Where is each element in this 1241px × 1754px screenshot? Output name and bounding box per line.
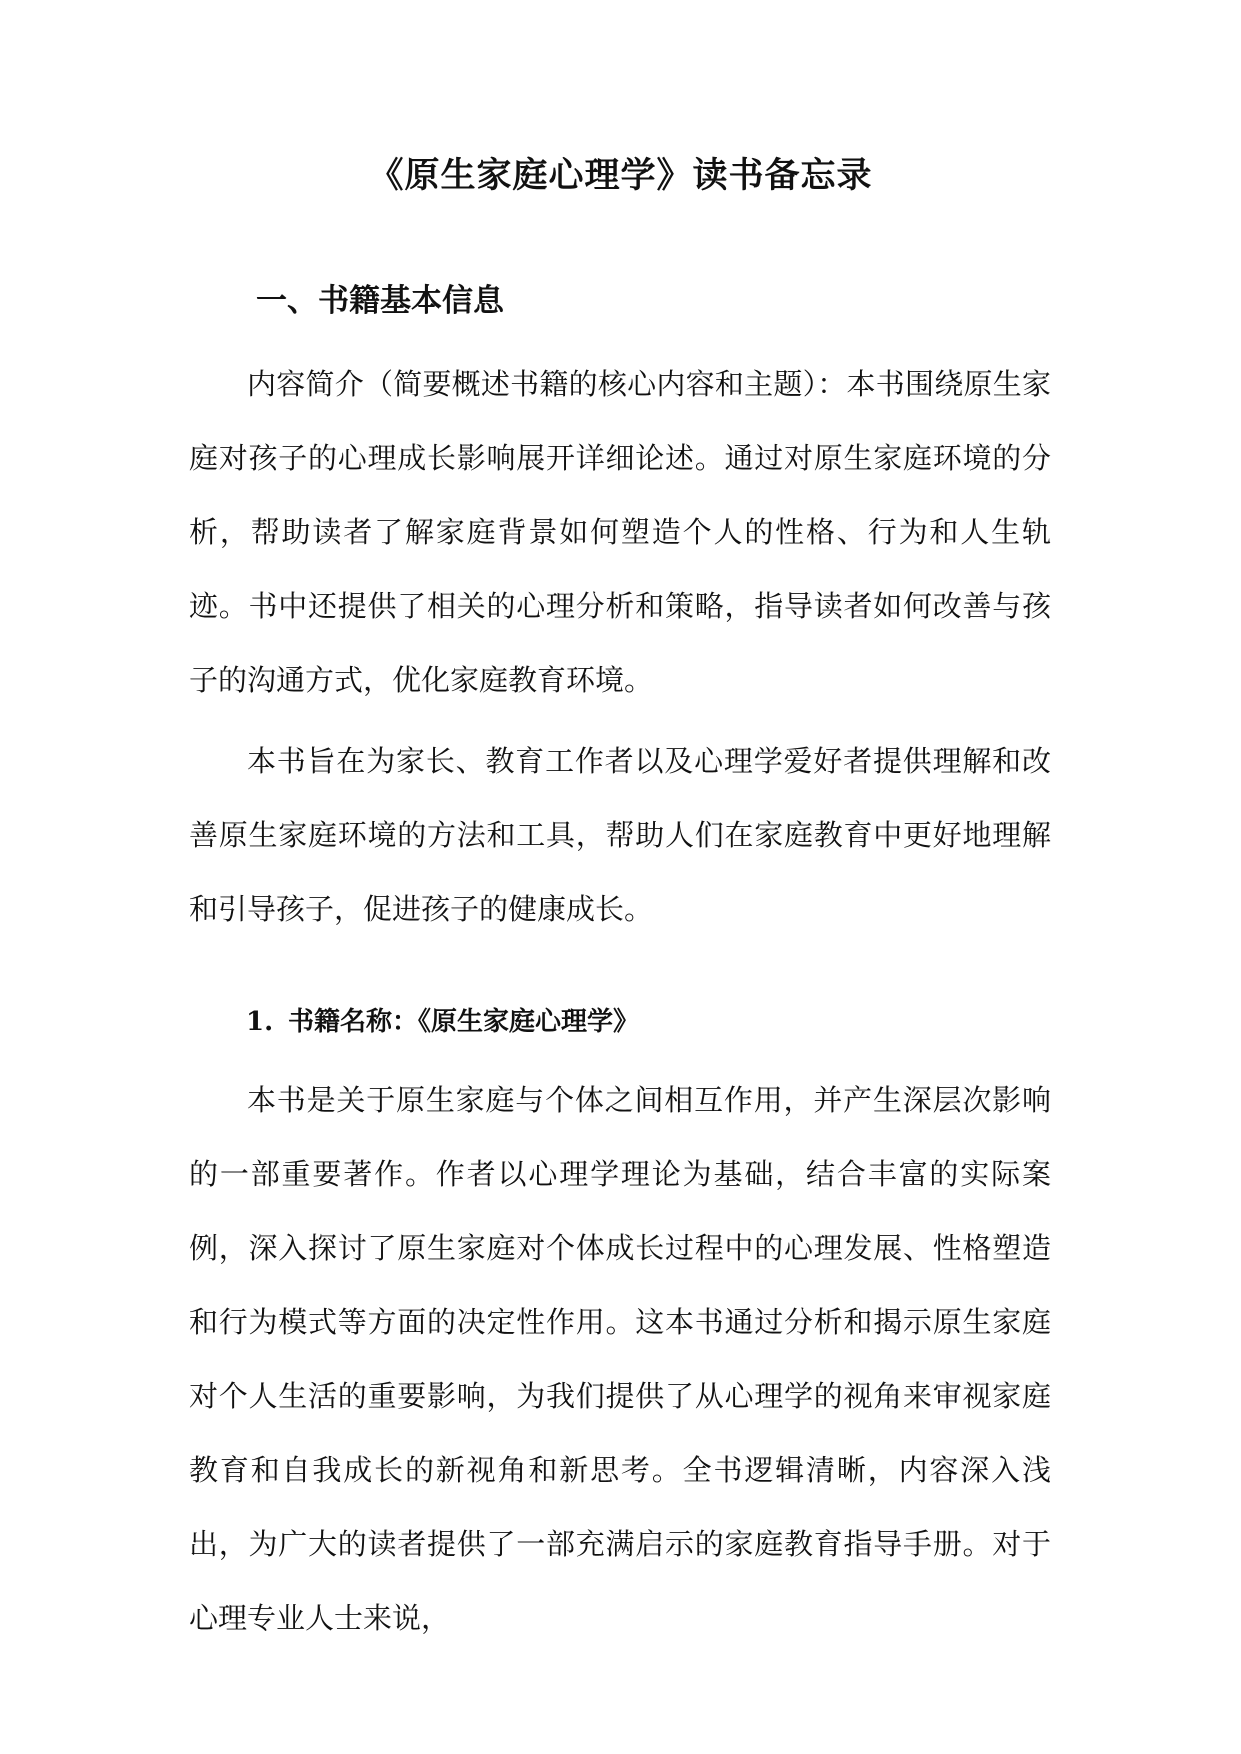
document-title: 《原生家庭心理学》读书备忘录 <box>368 155 873 196</box>
subheading-label: 书籍名称：《原生家庭心理学》 <box>288 1007 640 1037</box>
paragraph-content-summary: 内容简介（简要概述书籍的核心内容和主题）：本书围绕原生家庭对孩子的心理成长影响展开详细论述。通过对原生家庭环境的分析，帮助读者了解家庭背景如何塑造个人的性格、行为和人生轨迹。书中还提供了相关的心理分析和策略，指导读者如何改善与孩子的沟通方式，优化家庭教育环境。 <box>189 367 1051 697</box>
paragraph-book-purpose: 本书旨在为家长、教育工作者以及心理学爱好者提供理解和改善原生家庭环境的方法和工具，帮助人们在家庭教育中更好地理解和引导孩子，促进孩子的健康成长。 <box>189 744 1051 926</box>
section-heading-book-info: 一、书籍基本信息 <box>256 283 504 319</box>
subheading-number: 1. <box>246 1007 274 1037</box>
paragraph-book-description: 本书是关于原生家庭与个体之间相互作用，并产生深层次影响的一部重要著作。作者以心理学理论为基础，结合丰富的实际案例，深入探讨了原生家庭对个体成长过程中的心理发展、性格塑造和行为模式等方面的决定性作用。这本书通过分析和揭示原生家庭对个人生活的重要影响，为我们提供了从心理学的视角来审视家庭教育和自我成长的新视角和新思考。全书逻辑清晰，内容深入浅出，为广大的读者提供了一部充满启示的家庭教育指导手册。对于心理专业人士来说， <box>189 1083 1051 1635</box>
subheading-book-name <box>246 998 1106 1046</box>
